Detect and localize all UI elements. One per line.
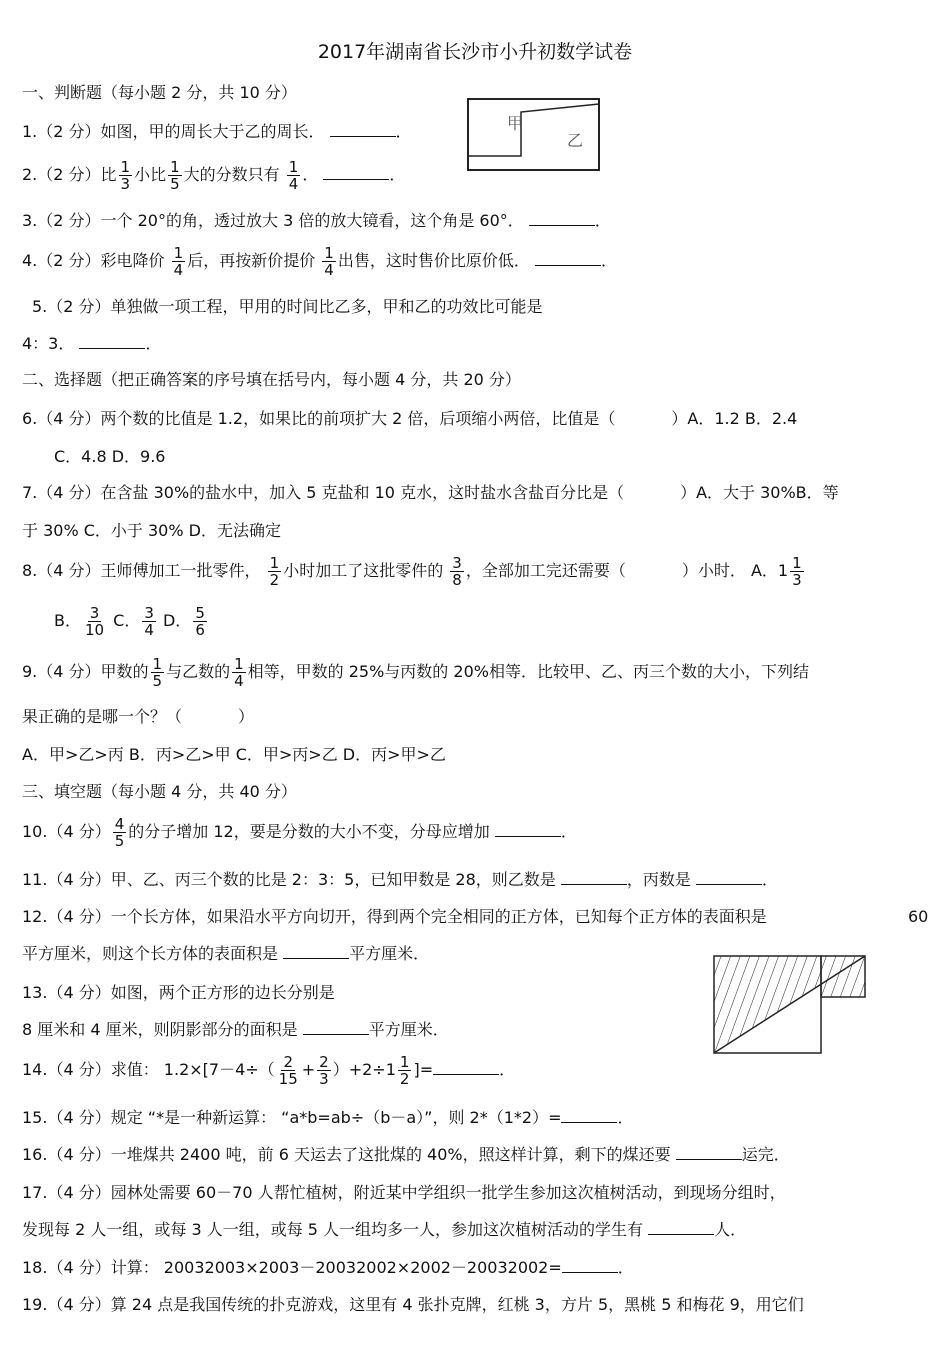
answer-blank[interactable] bbox=[283, 944, 349, 959]
question-4: 4.（2 分）彩电降价 $\frac{1}{4}$ 后，再按新价提价 $\frac{1}{4}$ 出售，这时售价比原价低． ． bbox=[22, 244, 617, 279]
answer-blank[interactable] bbox=[535, 251, 601, 266]
answer-blank[interactable] bbox=[495, 822, 561, 837]
question-12-cont: 平方厘米，则这个长方体的表面积是 平方厘米． bbox=[22, 944, 430, 963]
question-19: 19.（4 分）算 24 点是我国传统的扑克游戏，这里有 4 张扑克牌，红桃 3，方片 5，黑桃 5 和梅花 9，用它们 bbox=[22, 1295, 804, 1314]
fraction: $\frac{3}{8}$ bbox=[452, 554, 462, 589]
fraction: $\frac{1}{4}$ bbox=[288, 158, 299, 193]
question-13-cont: 8 厘米和 4 厘米，则阴影部分的面积是 平方厘米． bbox=[22, 1020, 449, 1039]
question-1: 1.（2 分）如图，甲的周长大于乙的周长． ． bbox=[22, 122, 412, 141]
answer-blank[interactable] bbox=[562, 1258, 618, 1273]
answer-blank[interactable] bbox=[648, 1220, 714, 1235]
fraction: $\frac{1}{3}$ bbox=[792, 554, 802, 589]
section-1-heading: 一、判断题（每小题 2 分，共 10 分） bbox=[22, 83, 297, 102]
fraction: $\frac{4}{5}$ bbox=[114, 815, 125, 850]
fraction: $\frac{5}{6}$ bbox=[195, 604, 205, 639]
fraction: $\frac{1}{5}$ bbox=[170, 158, 180, 193]
fraction: $\frac{1}{4}$ bbox=[234, 655, 244, 690]
question-9: 9.（4 分）甲数的 $\frac{1}{5}$ 与乙数的 $\frac{1}{4}$ 相等，甲数的 25%与丙数的 20%相等．比较甲、乙、丙三个数的大小，下列结 bbox=[22, 655, 809, 690]
question-5-cont: 4：3． ． bbox=[22, 334, 162, 353]
answer-blank[interactable] bbox=[529, 211, 595, 226]
section-3-heading: 三、填空题（每小题 4 分，共 40 分） bbox=[22, 782, 297, 801]
question-6: 6.（4 分）两个数的比值是 1.2，如果比的前项扩大 2 倍，后项缩小两倍，比值是（ ）A．1.2 B．2.4 bbox=[22, 409, 798, 428]
answer-blank[interactable] bbox=[330, 122, 396, 137]
fraction: $\frac{3}{4}$ bbox=[144, 604, 154, 639]
section-2-heading: 二、选择题（把正确答案的序号填在括号内，每小题 4 分，共 20 分） bbox=[22, 370, 521, 389]
question-18: 18.（4 分）计算： 20032003×2003－20032002×2002－20032002= ． bbox=[22, 1258, 634, 1277]
fraction: $\frac{2}{3}$ bbox=[319, 1053, 329, 1088]
answer-blank[interactable] bbox=[79, 334, 145, 349]
fraction: $\frac{2}{15}$ bbox=[278, 1053, 298, 1088]
question-15: 15.（4 分）规定 “*是一种新运算： “a*b=ab÷（b－a）”，则 2*（1*2）= ． bbox=[22, 1108, 634, 1127]
question-8: 8.（4 分）王师傅加工一批零件， $\frac{1}{2}$ 小时加工了这批零件的 $\frac{3}{8}$ ，全部加工完还需要（ ）小时． A．1 $\frac{1}{3}$ bbox=[22, 554, 802, 589]
answer-blank[interactable] bbox=[303, 1020, 369, 1035]
figure-perimeter bbox=[467, 98, 601, 172]
fraction: $\frac{1}{3}$ bbox=[120, 158, 131, 193]
fraction: $\frac{1}{4}$ bbox=[173, 244, 184, 279]
question-3: 3.（2 分）一个 20°的角，透过放大 3 倍的放大镜看，这个角是 60°． ． bbox=[22, 211, 611, 230]
answer-blank[interactable] bbox=[561, 1108, 617, 1123]
fraction: $\frac{3}{10}$ bbox=[84, 604, 105, 639]
question-12-number: 60 bbox=[908, 907, 929, 926]
fraction: $\frac{1}{2}$ bbox=[399, 1053, 410, 1088]
figure-label-b: 乙 bbox=[567, 131, 584, 150]
question-12: 12.（4 分）一个长方体，如果沿水平方向切开，得到两个完全相同的正方体，已知每个正方体的表面积是 bbox=[22, 907, 767, 926]
answer-blank[interactable] bbox=[676, 1145, 742, 1160]
question-7-options: 于 30% C．小于 30% D．无法确定 bbox=[22, 521, 281, 540]
question-5: 5.（2 分）单独做一项工程，甲用的时间比乙多，甲和乙的功效比可能是 bbox=[32, 297, 543, 316]
question-14: 14.（4 分）求值： 1.2×[7－4÷（ $\frac{2}{15}$ + $\frac{2}{3}$ ）+2÷1 $\frac{1}{2}$ ]= ． bbox=[22, 1053, 516, 1088]
question-11: 11.（4 分）甲、乙、丙三个数的比是 2：3：5，已知甲数是 28，则乙数是 ，丙数是 ． bbox=[22, 870, 779, 889]
answer-blank[interactable] bbox=[433, 1060, 499, 1075]
question-2: 2.（2 分）比 $\frac{1}{3}$ 小比 $\frac{1}{5}$ 大的分数只有 $\frac{1}{4}$ ． ． bbox=[22, 158, 406, 193]
question-8-options: B． $\frac{3}{10}$ C． $\frac{3}{4}$ D． $\frac{5}{6}$ bbox=[54, 604, 205, 639]
question-10: 10.（4 分） $\frac{4}{5}$ 的分子增加 12，要是分数的大小不变，分母应增加 ． bbox=[22, 815, 577, 850]
question-13: 13.（4 分）如图，两个正方形的边长分别是 bbox=[22, 983, 335, 1002]
question-9-options: A．甲>乙>丙 B．丙>乙>甲 C．甲>丙>乙 D．丙>甲>乙 bbox=[22, 745, 446, 764]
question-17-cont: 发现每 2 人一组，或每 3 人一组，或每 5 人一组均多一人，参加这次植树活动的学生有 人． bbox=[22, 1220, 747, 1239]
answer-blank[interactable] bbox=[323, 165, 389, 180]
figure-label-a: 甲 bbox=[507, 114, 524, 133]
question-7: 7.（4 分）在含盐 30%的盐水中，加入 5 克盐和 10 克水，这时盐水含盐百分比是（ ）A．大于 30%B．等 bbox=[22, 483, 839, 502]
fraction: $\frac{1}{5}$ bbox=[152, 655, 163, 690]
question-16: 16.（4 分）一堆煤共 2400 吨，前 6 天运去了这批煤的 40%，照这样计算，剩下的煤还要 运完． bbox=[22, 1145, 790, 1164]
exam-title: 2017年湖南省长沙市小升初数学试卷 bbox=[317, 41, 633, 63]
answer-blank[interactable] bbox=[696, 870, 762, 885]
question-9-cont: 果正确的是哪一个？（ ） bbox=[22, 707, 255, 726]
question-17: 17.（4 分）园林处需要 60－70 人帮忙植树，附近某中学组织一批学生参加这次植树活动，到现场分组时， bbox=[22, 1183, 786, 1202]
fraction: $\frac{1}{4}$ bbox=[324, 244, 334, 279]
fraction: $\frac{1}{2}$ bbox=[269, 554, 280, 589]
figure-squares-shaded bbox=[712, 954, 868, 1055]
question-6-options: C．4.8 D．9.6 bbox=[54, 447, 166, 466]
answer-blank[interactable] bbox=[561, 870, 627, 885]
